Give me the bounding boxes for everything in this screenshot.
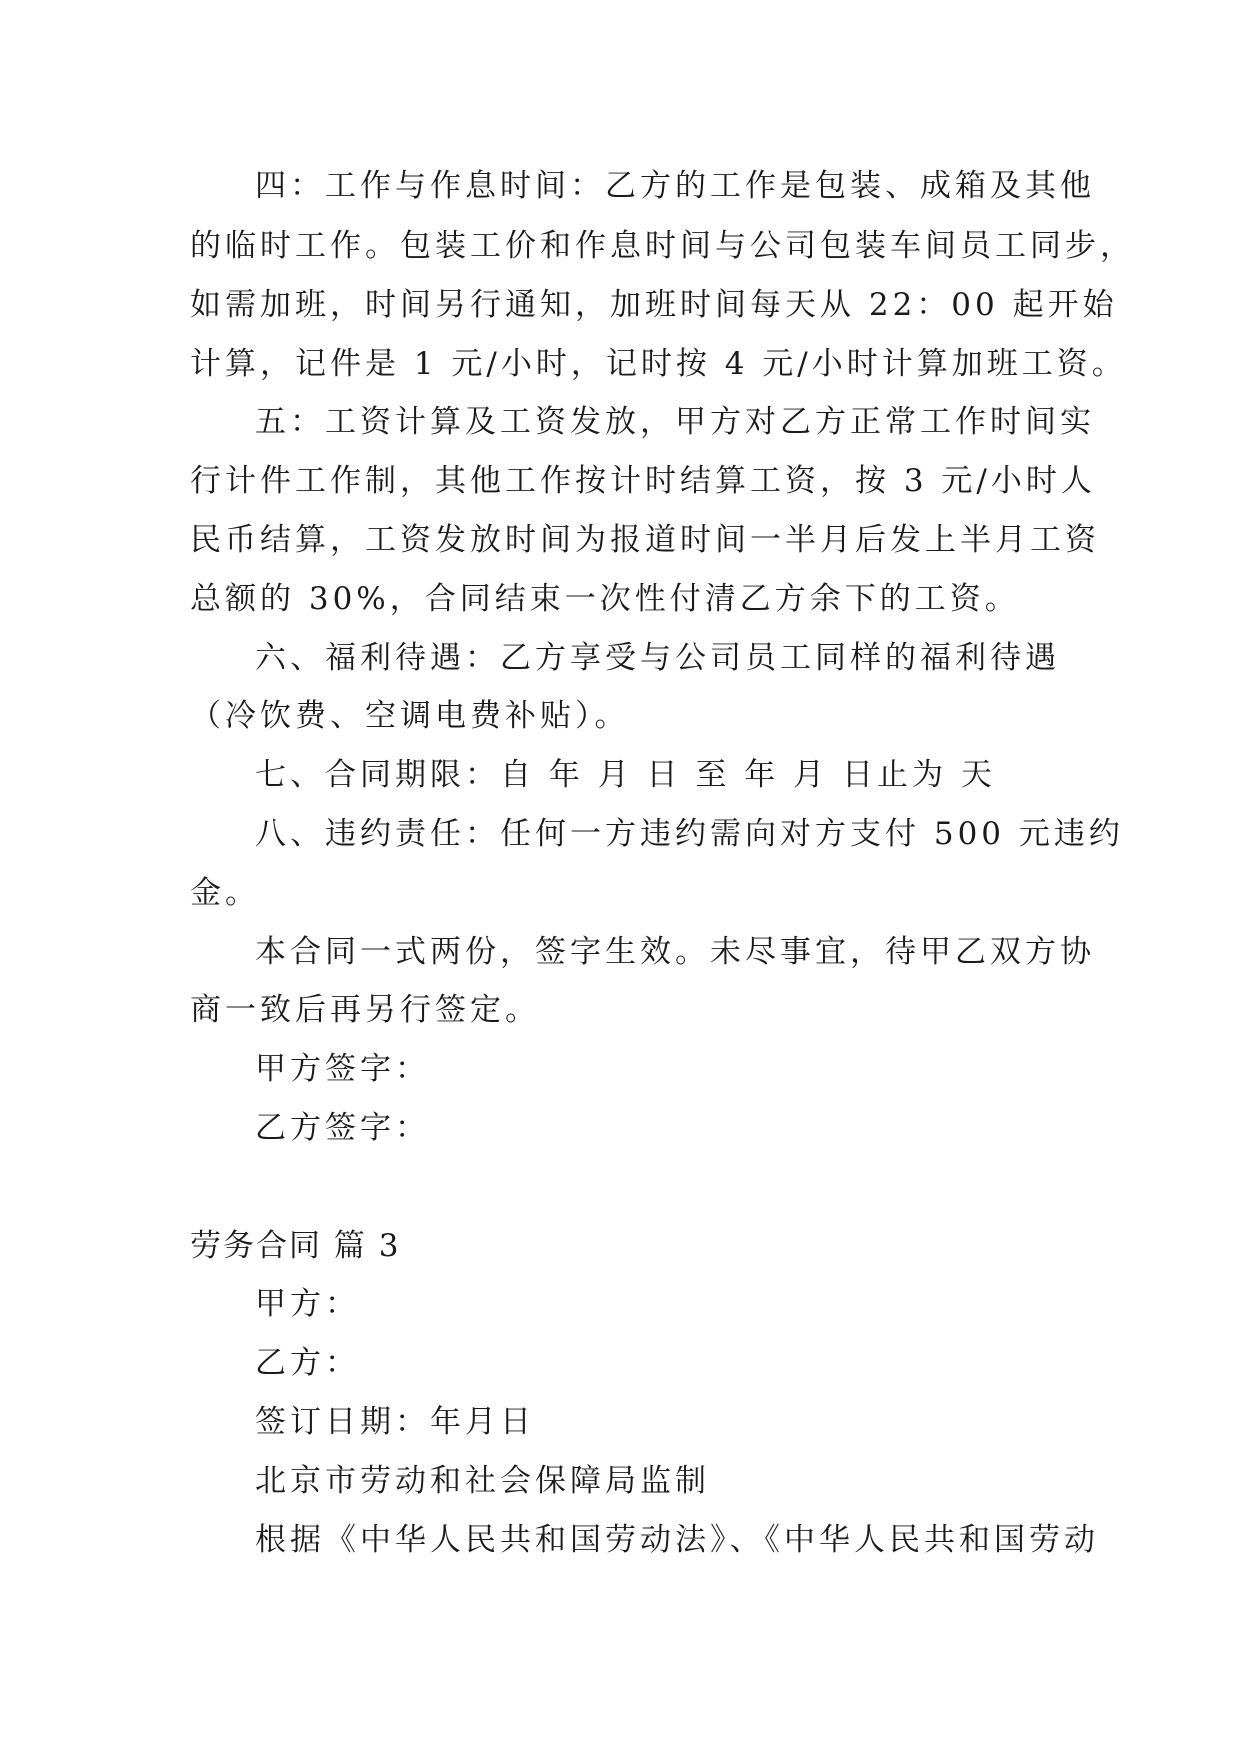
closing-line-2: 商一致后再另行签定。 [190, 992, 540, 1028]
clause-4-line-1: 四：工作与作息时间：乙方的工作是包装、成箱及其他 [255, 168, 1095, 204]
section-heading: 劳务合同 篇 3 [190, 1228, 401, 1264]
clause-5-line-1: 五：工资计算及工资发放，甲方对乙方正常工作时间实 [255, 404, 1095, 440]
party-a-signature-label: 甲方签字： [255, 1051, 430, 1087]
party-b-signature-label: 乙方签字： [255, 1110, 430, 1146]
clause-7-line: 七、合同期限：自 年 月 日 至 年 月 日止为 天 [255, 757, 996, 793]
party-a-label: 甲方： [255, 1286, 360, 1322]
clause-8-line-2: 金。 [190, 875, 260, 911]
clause-4-line-3: 如需加班，时间另行通知，加班时间每天从 22：00 起开始 [190, 287, 1118, 323]
closing-line-1: 本合同一式两份，签字生效。未尽事宜，待甲乙双方协 [255, 934, 1095, 970]
clause-6-line-1: 六、福利待遇：乙方享受与公司员工同样的福利待遇 [255, 640, 1060, 676]
clause-4-line-2: 的临时工作。包装工价和作息时间与公司包装车间员工同步， [190, 228, 1135, 264]
party-b-label: 乙方： [255, 1345, 360, 1381]
signing-date-label: 签订日期：年月日 [255, 1404, 535, 1440]
clause-5-line-4: 总额的 30%，合同结束一次性付清乙方余下的工资。 [190, 581, 1020, 617]
clause-6-line-2: （冷饮费、空调电费补贴）。 [190, 698, 630, 734]
clause-5-line-2: 行计件工作制，其他工作按计时结算工资，按 3 元/小时人 [190, 463, 1096, 499]
clause-5-line-3: 民币结算，工资发放时间为报道时间一半月后发上半月工资 [190, 522, 1100, 558]
clause-4-line-4: 计算，记件是 1 元/小时，记时按 4 元/小时计算加班工资。 [190, 346, 1127, 382]
clause-8-line-1: 八、违约责任：任何一方违约需向对方支付 500 元违约 [255, 816, 1124, 852]
legal-basis-line: 根据《中华人民共和国劳动法》、《中华人民共和国劳动 [255, 1522, 1099, 1558]
supervisor-line: 北京市劳动和社会保障局监制 [255, 1463, 710, 1499]
